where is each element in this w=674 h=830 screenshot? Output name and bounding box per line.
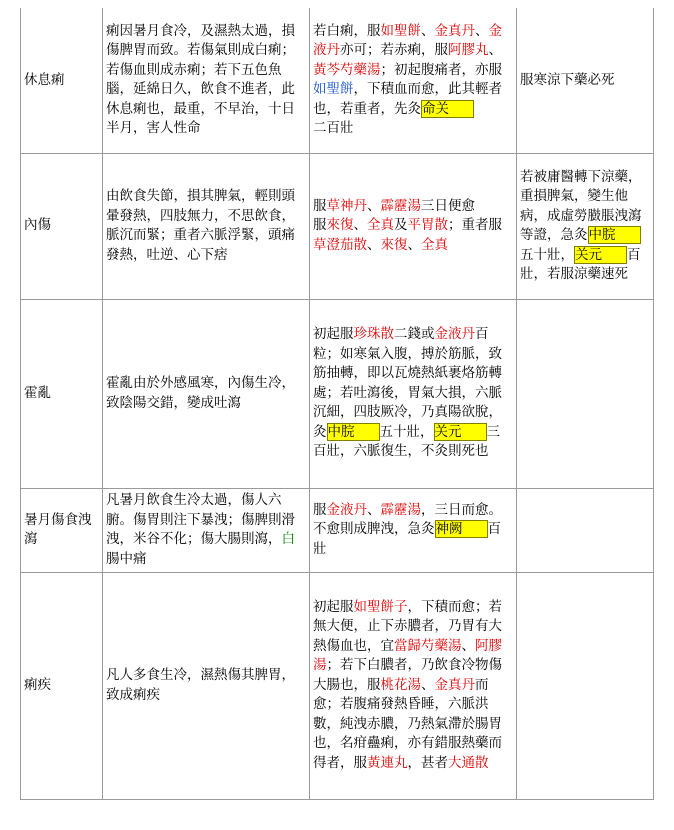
prescription-name: 當歸芍藥湯	[394, 637, 462, 654]
acupoint-highlight: 神阙	[435, 520, 488, 538]
text-fragment: 百粒；如寒氣入腹，搏於筋脈，致筋抽轉，即以瓦燒熱紙裹烙筋轉處；若吐瀉後，胃氣大損，六脈沉細，四肢厥冷，乃真陽欲脫，灸	[313, 326, 502, 440]
text-fragment: 白	[281, 531, 295, 547]
treatment-cell	[310, 488, 517, 572]
prescription-name: 草神丹	[326, 197, 367, 214]
table-row	[21, 572, 654, 799]
text-fragment: 初起服	[313, 598, 354, 615]
text-fragment: 亦可；若赤痢，服	[340, 42, 448, 59]
cause-cell: 由飲食失節，損其脾氣，輕則頭暈發熱，四肢無力，不思飲食，脈沉而緊；重者六脈浮緊，頭痛發熱，吐逆、心下痞	[103, 153, 310, 299]
text-fragment: 二百壯	[313, 100, 501, 137]
disease-name: 暑月傷食洩瀉	[21, 488, 103, 572]
prescription-name: 來復	[380, 236, 408, 253]
text-fragment: 初起服	[313, 326, 354, 343]
text-fragment: 、	[421, 22, 435, 39]
prescription-name: 金真丹	[434, 22, 475, 39]
text-fragment: 三百壯，六脈復生，不灸則死也	[313, 423, 500, 460]
prescription-name: 黃連丸	[367, 754, 408, 771]
text-fragment: 二錢或	[394, 326, 435, 343]
prescription-name: 全真	[367, 217, 394, 234]
prescription-name: 大通散	[448, 754, 489, 771]
note-cell	[517, 299, 654, 488]
text-fragment: 服	[313, 217, 327, 234]
text-fragment: 百壯，若服涼藥速死	[520, 246, 641, 282]
table-row	[21, 488, 654, 572]
prescription-name: 如聖餅子	[353, 598, 408, 615]
disease-name: 內傷	[21, 153, 103, 299]
text-fragment: ，甚者	[407, 754, 448, 771]
disease-table	[20, 8, 654, 800]
text-fragment: 若被庸醫轉下涼藥，重損脾氣，變生他病，成虛勞臌脹洩瀉等證，急灸	[520, 168, 642, 243]
treatment-cell	[310, 153, 517, 299]
cause-cell	[103, 488, 310, 572]
table-row	[21, 153, 654, 299]
text-fragment: 、	[367, 197, 381, 214]
text-fragment: 凡暑月飲食生冷太過，傷人六腑。傷胃則注下暴洩；傷脾則滑洩，米谷不化；傷大腸則瀉，	[106, 492, 295, 547]
text-fragment: 服	[313, 501, 327, 518]
text-fragment: 、	[488, 42, 502, 59]
table-row	[21, 8, 654, 153]
text-fragment: 若白痢，服	[313, 22, 381, 39]
text-fragment: 腸中痛	[106, 550, 147, 567]
acupoint-highlight: 关元	[574, 246, 627, 264]
prescription-name: 珍珠散	[353, 326, 394, 343]
prescription-name: 來復	[326, 217, 354, 234]
cause-cell: 霍亂由於外感風寒，內傷生冷，致陰陽交錯，變成吐瀉	[103, 299, 310, 488]
text-fragment: 及	[394, 217, 408, 234]
prescription-name: 金液丹	[326, 501, 367, 518]
prescription-name: 阿膠湯	[313, 637, 502, 674]
table-row	[21, 299, 654, 488]
prescription-name: 黃芩芍藥湯	[313, 61, 381, 78]
text-fragment: ；重者服	[448, 217, 502, 234]
text-fragment: 、	[367, 236, 381, 253]
text-fragment: 、	[407, 236, 421, 253]
note-cell	[517, 488, 654, 572]
prescription-name: 全真	[421, 236, 448, 253]
acupoint-highlight: 关元	[434, 423, 487, 441]
note-cell: 服寒涼下藥必死	[517, 8, 654, 153]
text-fragment: 五十壯，	[379, 423, 434, 440]
text-fragment: 而愈；若腹痛發熱昏睡，六脈洪數，純洩赤膿，乃熱氣滯於腸胃也，名疳蠱痢，亦有錯服熱藥而得者，服	[313, 676, 502, 771]
prescription-name: 平胃散	[407, 217, 448, 234]
text-fragment: ；初起腹痛者，亦服	[380, 61, 502, 78]
prescription-name: 如聖餅	[380, 22, 421, 39]
text-fragment: 服	[313, 197, 327, 214]
prescription-name: 草澄茄散	[313, 236, 367, 253]
text-fragment: 、	[461, 637, 475, 654]
note-cell	[517, 572, 654, 799]
prescription-name: 金液丹	[313, 22, 502, 59]
text-fragment: ，下積血而愈，此其輕者也，若重者，先灸	[313, 81, 502, 117]
prescription-name: 霹靂湯	[380, 197, 421, 214]
prescription-name: 金液丹	[434, 326, 475, 343]
acupoint-highlight: 中脘	[327, 423, 380, 441]
note-cell	[517, 153, 654, 299]
text-fragment: 、	[475, 22, 489, 39]
disease-name: 霍亂	[21, 299, 103, 488]
prescription-name: 如聖餅	[313, 81, 354, 98]
cause-cell: 痢因暑月食冷，及濕熱太過，損傷脾胃而致。若傷氣則成白痢；若傷血則成赤痢；若下五色魚腦，延綿日久，飲食不進者，此休息痢也，最重，不早治，十日半月，害人性命	[103, 8, 310, 153]
prescription-name: 金真丹	[434, 676, 475, 693]
prescription-name: 阿膠丸	[448, 42, 489, 59]
text-fragment: 百壯	[313, 521, 501, 557]
disease-name: 痢疾	[21, 572, 103, 799]
cause-cell: 凡人多食生冷，濕熱傷其脾胃，致成痢疾	[103, 572, 310, 799]
text-fragment: 三日便愈	[421, 197, 475, 214]
treatment-cell	[310, 572, 517, 799]
prescription-name: 桃花湯	[380, 676, 421, 693]
treatment-cell	[310, 299, 517, 488]
acupoint-highlight: 命关	[421, 100, 474, 118]
text-fragment: 、	[367, 501, 381, 518]
text-fragment: 、	[421, 676, 435, 693]
text-fragment: 五十壯，	[520, 246, 574, 263]
treatment-cell	[310, 8, 517, 153]
text-fragment: ；若下白膿者，乃飲食冷物傷大腸也，服	[313, 657, 502, 693]
text-fragment: 、	[353, 217, 367, 234]
text-fragment: ，三日而愈。不愈則成脾洩，急灸	[313, 501, 502, 538]
disease-name: 休息痢	[21, 8, 103, 153]
prescription-name: 霹靂湯	[380, 501, 421, 518]
acupoint-highlight: 中脘	[588, 226, 641, 244]
text-fragment: ，下積而愈；若無大便，止下赤膿者，乃胃有大熱傷血也，宜	[313, 598, 502, 654]
